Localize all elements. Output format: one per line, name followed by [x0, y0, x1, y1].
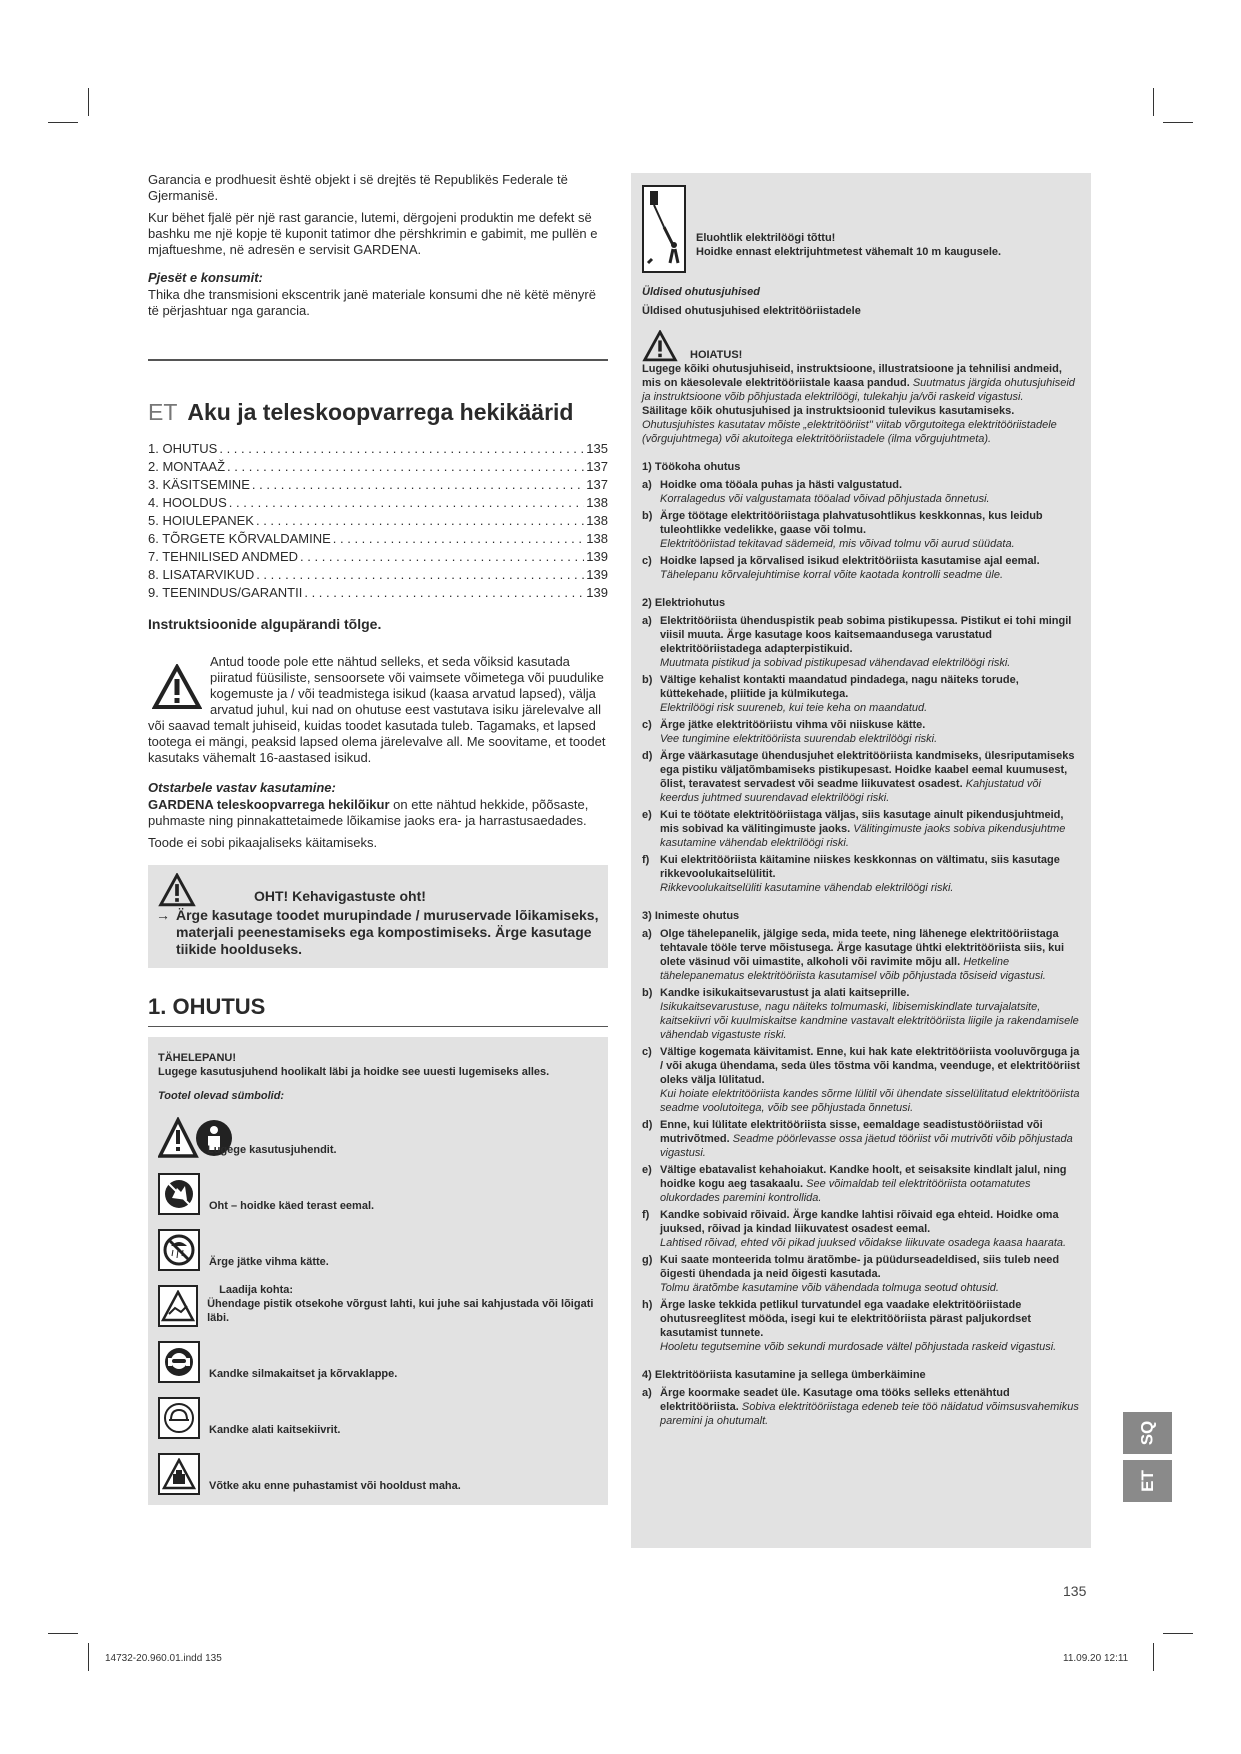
electric-warning-line-1: Eluohtlik elektrilöögi tõttu!: [696, 232, 836, 244]
translation-note: Instruktsioonide algupärandi tõlge.: [148, 616, 382, 632]
children-warning: [148, 654, 608, 766]
item-text: Ärge koormake seadet üle. Kasutage oma tööks selleks ettenähtud elektritööriista. Sobiva elektritööriistaga edeneb teie töö näidatud võimsusvahemikus paremini ja ohutumalt.: [660, 1387, 1079, 1427]
table-of-contents: [148, 440, 608, 602]
toc-row[interactable]: 6. TÕRGETE KÕRVALDAMINE . . . 138: [148, 530, 608, 548]
symbol-row: [158, 1271, 598, 1327]
danger-box: [148, 865, 608, 968]
list-item: [642, 1045, 1081, 1115]
general-heading: Üldised ohutusjuhised: [642, 286, 760, 298]
list-item: [642, 554, 1081, 582]
helmet-icon: [158, 1397, 200, 1439]
item-text: Kui te töötate elektritööriistaga väljas, siis kasutage ainult pikendusjuhtmeid, mis sobivad ka välitingimuste jaoks. Välitingimuste jaoks sobiva pikendusjuhtme kasutamine vähendab elektrilöögi riski.: [660, 809, 1066, 849]
item-text: Kui elektritööriista käitamine niiskes keskkonnas on vältimatu, siis kasutage rikkevoolukaitselülitit. Rikkevoolukaitselüliti kasutamine vähendab elektrilöögi riski.: [660, 854, 1060, 894]
symbol-text: Laadija kohta: Ühendage pistik otsekohe võrgust lahti, kui juhe sai kahjustada või lõigati läbi.: [207, 1284, 594, 1324]
item-key: c): [642, 555, 652, 567]
safety-heading: 1. OHUTUS: [148, 994, 266, 1019]
toc-row[interactable]: 4. HOOLDUS . . . 138: [148, 494, 608, 512]
item-key: c): [642, 1046, 652, 1058]
item-key: b): [642, 987, 653, 999]
guarantee-paragraph-2: Kur bëhet fjalë për një rast garancie, lutemi, dërgojeni produktin me defekt së bashku me një kopje të kuponit tatimor dhe përshkrimin e gabimit, me pullën e mjaftueshme, në adresën e servisit GARDENA.: [148, 210, 598, 257]
toc-row[interactable]: 5. HOIULEPANEK . . . 138: [148, 512, 608, 530]
tab-sq[interactable]: SQ: [1123, 1412, 1172, 1454]
warning-triangle-icon: [158, 873, 196, 907]
intended-use-text: GARDENA teleskoopvarrega hekilõikur on ette nähtud hekkide, põõsaste, puhmaste ning pinnakattetaimede lõikamise jaoks era- ja harrastusaedades.: [148, 797, 589, 828]
page-number: 135: [1063, 1583, 1087, 1599]
crop-mark: [48, 1633, 78, 1634]
symbol-text: Ärge jätke vihma kätte.: [209, 1256, 329, 1268]
crop-mark: [88, 88, 89, 116]
section-heading: 4) Elektritööriista kasutamine ja sellega ümberkäimine: [642, 1369, 926, 1381]
item-key: e): [642, 1164, 652, 1176]
item-key: f): [642, 854, 650, 866]
list-item: [642, 509, 1081, 551]
item-text: Vältige kogemata käivitamist. Enne, kui hak kate elektritööriista vooluvõrguga ja / või akuga ühendama, seda üles tõstma või kandma, veenduge, et elektritööriist oleks välja lülitatud. Kui hoiate elektritööriista kandes sõrme lülitil või ühendate sisselülitatud elektritööriista seadme voolutoitega, võib see põhjustada õnnetusi.: [660, 1046, 1080, 1114]
right-column: [631, 173, 1091, 1548]
item-text: Elektritööriista ühenduspistik peab sobima pistikupessa. Pistikut ei tohi mingil viisil muuta. Ärge kasutage koos kaitsemaandusega varustatud elektritööriistadega adapterpistikuid. Muutmata pistikud ja sobivad pistikupesad vähendavad elektrilöögi riski.: [660, 615, 1072, 669]
item-key: d): [642, 750, 653, 762]
item-key: b): [642, 510, 653, 522]
list-item: [642, 749, 1081, 805]
symbol-row: [158, 1215, 598, 1271]
section-heading: 3) Inimeste ohutus: [642, 910, 740, 922]
keep-instructions: Säilitage kõik ohutusjuhised ja instruktsioonid tulevikus kasutamiseks.: [642, 405, 1015, 417]
symbol-text: Võtke aku enne puhastamist või hooldust maha.: [209, 1480, 461, 1492]
keep-instructions-note: Ohutusjuhistes kasutatav mõiste „elektritööriist" viitab võrgutoitega elektritööriistadele (võrgujuhtmega) või akutoitega elektritööriistadele (ilma võrgujuhtmeta).: [642, 419, 1057, 445]
toc-row[interactable]: 9. TEENINDUS/GARANTII . . . 139: [148, 584, 608, 602]
electric-warning-line-2: Hoidke ennast elektrijuhtmetest vähemalt 10 m kaugusele.: [696, 246, 1002, 258]
list-item: [642, 808, 1081, 850]
language-code: ET: [148, 399, 178, 425]
crop-mark: [1153, 1643, 1154, 1671]
list-item: [642, 614, 1081, 670]
item-text: Hoidke oma tööala puhas ja hästi valgustatud. Korralagedus või valgustamata tööalad võivad põhjustada õnnetusi.: [660, 479, 990, 505]
consumables-text: Thika dhe transmisioni ekscentrik janë materiale konsumi dhe në këtë mënyrë të përjashtuar nga garancia.: [148, 287, 596, 318]
power-line-icon: [642, 185, 686, 273]
children-warning-text: Antud toode pole ette nähtud selleks, et seda võiksid kasutada piiratud füüsiliste, sensoorsete või vaimsete võimetega või puudulike kogemuste ja / või teadmistega isikud (kaasa arvatud lapsed), välja arvatud juhul, kui nad on ohutuse eest vastutava isiku järelevalve all või saavad temalt juhiseid, kuidas toodet kasutada tuleb. Tagamaks, et lapsed tootega ei mängi, peaksid lapsed olema järelevalve all. Me soovitame, et toodet kasutaks vähemalt 16-aastased isikud.: [148, 654, 606, 765]
warning-triangle-icon: [642, 330, 678, 362]
symbols-heading: Tootel olevad sümbolid:: [158, 1090, 285, 1102]
item-text: Hoidke lapsed ja kõrvalised isikud elektritööriista kasutamise ajal eemal. Tähelepanu kõrvalejuhtimise korral võite kaotada kontrolli seadme üle.: [660, 555, 1040, 581]
item-key: c): [642, 719, 652, 731]
symbol-text: Lugege kasutusjuhendit.: [207, 1144, 337, 1156]
item-key: a): [642, 615, 652, 627]
attention-text: Lugege kasutusjuhend hoolikalt läbi ja hoidke see uuesti lugemiseks alles.: [158, 1066, 550, 1078]
consumables-heading: Pjesët e konsumit:: [148, 270, 263, 285]
section-heading: 2) Elektriohutus: [642, 597, 726, 609]
item-text: Olge tähelepanelik, jälgige seda, mida teete, ning lähenege elektritööriistaga tehtavale tööle terve mõistusega. Ärge kasutage ühtki elektritööriista siis, kui olete väsinud või uimastite, alkoholi või ravimite mõju all. Hetkeline tähelepanematus elektritööriista kasutamisel võib põhjustada tõsiseid vigastusi.: [660, 928, 1065, 982]
section-divider: [148, 1026, 608, 1027]
general-subheading: Üldised ohutusjuhised elektritööriistadele: [642, 305, 861, 317]
list-item: [642, 478, 1081, 506]
toc-row[interactable]: 8. LISATARVIKUD . . . 139: [148, 566, 608, 584]
intended-use-product: GARDENA teleskoopvarrega hekilõikur: [148, 797, 390, 812]
item-text: Ärge töötage elektritööriistaga plahvatusohtlikus keskkonnas, kus leidub tuleohtlikke vedelikke, gaase või tolmu. Elektritööriistad tekitavad sädemeid, mis võivad tolmu või aurud süüdata.: [660, 510, 1043, 550]
hoiatus-label: HOIATUS!: [690, 349, 743, 361]
item-key: a): [642, 479, 652, 491]
item-text: Ärge väärkasutage ühendusjuhet elektritööriista kandmiseks, ülesriputamiseks ega pistiku väljatõmbamiseks pistikupesast. Hoidke kaabel eemal kuumusest, õlist, teravatest servadest või seadme liikuvatest osadest. Kahjustatud või keerdus juhtmed suurendavad elektrilöögi riski.: [660, 750, 1075, 804]
list-item: [642, 1208, 1081, 1250]
no-rain-icon: [158, 1229, 200, 1271]
list-item: [642, 1386, 1081, 1428]
toc-row[interactable]: 3. KÄSITSEMINE . . . 137: [148, 476, 608, 494]
danger-text: → Ärge kasutage toodet murupindade / muruservade lõikamiseks, materjali peenestamiseks ega kompostimiseks. Ärge kasutage tiikide hoolduseks.: [156, 907, 599, 957]
list-item: [642, 927, 1081, 983]
section-heading: 1) Töökoha ohutus: [642, 461, 741, 473]
symbol-text: Kandke silmakaitset ja kõrvaklappe.: [209, 1368, 398, 1380]
item-key: e): [642, 809, 652, 821]
product-title: [148, 399, 608, 426]
item-text: Vältige ebatavalist kehahoiakut. Kandke hoolt, et seisaksite kindlalt jalul, ning hoidke kogu aeg tasakaalu. See võimaldab teil elektritööriista ootamatutes olukordades paremini kontrollida.: [660, 1164, 1067, 1204]
danger-heading: OHT! Kehavigastuste oht!: [254, 888, 426, 904]
list-item: [642, 718, 1081, 746]
crop-mark: [1163, 1633, 1193, 1634]
product-title-text: Aku ja teleskoopvarrega hekikäärid: [187, 399, 574, 425]
attention-heading: TÄHELEPANU!: [158, 1052, 237, 1064]
item-key: a): [642, 928, 652, 940]
symbol-row: [158, 1103, 598, 1159]
section-divider: [148, 359, 608, 361]
list-item: [642, 986, 1081, 1042]
intended-use-heading: Otstarbele vastav kasutamine:: [148, 780, 336, 795]
symbol-text: Kandke alati kaitsekiivrit.: [209, 1424, 341, 1436]
keep-hands-away-icon: [158, 1173, 200, 1215]
eye-ear-protection-icon: [158, 1341, 200, 1383]
symbol-row: [158, 1159, 598, 1215]
toc-row[interactable]: 2. MONTAAŽ . . . 137: [148, 458, 608, 476]
list-item: [642, 853, 1081, 895]
not-commercial-text: Toode ei sobi pikaajaliseks käitamiseks.: [148, 835, 378, 850]
charger-warning-icon: [158, 1285, 198, 1327]
arrow-icon: →: [156, 907, 170, 923]
item-text: Ärge laske tekkida petlikul turvatundel ega vaadake elektritööriistade ohutusreeglitest mööda, isegi kui te elektritööriista pärast paljukordset kasutamist tunnete. Hooletu tegutsemine võib sekundi murdosade vältel põhjustada raskeid vigastusi.: [660, 1299, 1057, 1353]
crop-mark: [1163, 122, 1193, 123]
symbol-row: [158, 1383, 598, 1439]
item-text: Kandke isikukaitsevarustust ja alati kaitseprille. Isikukaitsevarustuse, nagu näiteks tolmumaski, libisemiskindlate turvajalatsite, kaitsekiivri või kuulmiskaitse kandmine vastavalt elektritööriista liigile ja rakendamisele vähendab vigastuste riski.: [660, 987, 1079, 1041]
item-text: Enne, kui lülitate elektritööriista sisse, eemaldage seadistustööriistad või mutrivõtmed. Seadme pöörlevasse ossa jäetud tööriist või mutrivõti võib põhjustada vigastusi.: [660, 1119, 1073, 1159]
item-key: f): [642, 1209, 650, 1221]
item-key: g): [642, 1254, 653, 1266]
list-item: [642, 673, 1081, 715]
remove-battery-icon: [158, 1453, 200, 1495]
footer-date: 11.09.20 12:11: [1063, 1653, 1129, 1664]
hoiatus-row: [642, 330, 1081, 362]
item-text: Kandke sobivaid rõivaid. Ärge kandke lahtisi rõivaid ega ehteid. Hoidke oma juuksed, rõivad ja kindad liikuvatest osadest eemal. Lahtised rõivad, ehted või pikad juuksed võidakse liikuvate osadega kaasa haarata.: [660, 1209, 1067, 1249]
safety-sections: [642, 460, 1081, 1428]
toc-row[interactable]: 7. TEHNILISED ANDMED . . . 139: [148, 548, 608, 566]
warning-triangle-icon: [152, 664, 202, 710]
item-key: b): [642, 674, 653, 686]
symbol-row: [158, 1439, 598, 1495]
item-text: Vältige kehalist kontakti maandatud pindadega, nagu näiteks torude, küttekehade, pliitide ja külmikutega. Elektrilöögi risk suureneb, kui teie keha on maandatud.: [660, 674, 1019, 714]
guarantee-paragraph-1: Garancia e prodhuesit është objekt i së drejtës të Republikës Federale të Gjermanisë.: [148, 172, 568, 203]
item-text: Kui saate monteerida tolmu äratõmbe- ja püüdurseadeldised, siis tuleb need õigesti ühendada ja neid õigesti kasutada. Tolmu äratõmbe kasutamine võib vähendada tolmuga seotud ohtusid.: [660, 1254, 1060, 1294]
left-column: [148, 172, 608, 1505]
list-item: [642, 1118, 1081, 1160]
symbol-text: Oht – hoidke käed terast eemal.: [209, 1200, 375, 1212]
list-item: [642, 1163, 1081, 1205]
item-text: Ärge jätke elektritööriistu vihma või niiskuse kätte. Vee tungimine elektritööriista suurendab elektrilöögi riski.: [660, 719, 938, 745]
symbols-box: [148, 1037, 608, 1505]
crop-mark: [48, 122, 78, 123]
list-item: [642, 1253, 1081, 1295]
electric-shock-warning: [642, 185, 1081, 273]
crop-mark: [1153, 88, 1154, 116]
footer-file: 14732-20.960.01.indd 135: [105, 1653, 222, 1664]
toc-row[interactable]: 1. OHUTUS . . . 135: [148, 440, 608, 458]
symbol-row: [158, 1327, 598, 1383]
tab-et[interactable]: ET: [1123, 1460, 1172, 1502]
item-key: a): [642, 1387, 652, 1399]
intro-text: Lugege kõiki ohutusjuhiseid, instruktsioone, illustratsioone ja tehnilisi andmeid, mis on käesolevale elektritööriistale kaasa pandud. Suutmatus järgida ohutusjuhiseid ja instruktsioone võib põhjustada elektrilöögi, tulekahju ja/või raskeid vigastusi.: [642, 363, 1075, 403]
item-key: h): [642, 1299, 653, 1311]
list-item: [642, 1298, 1081, 1354]
crop-mark: [88, 1643, 89, 1671]
item-key: d): [642, 1119, 653, 1131]
